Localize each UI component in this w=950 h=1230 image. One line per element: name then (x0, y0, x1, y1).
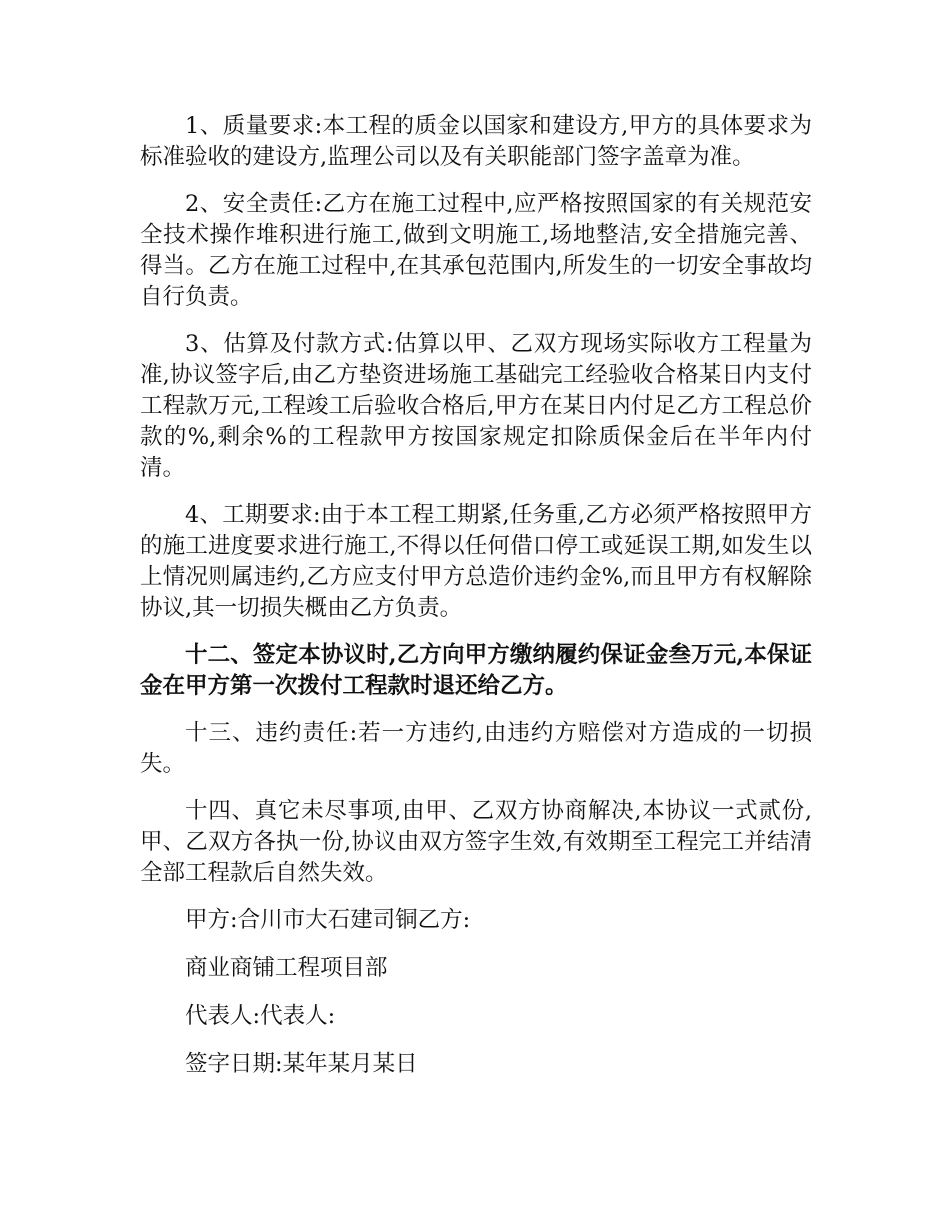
signature-department: 商业商铺工程项目部 (185, 955, 388, 981)
signature-date: 签字日期:某年某月某日 (185, 1051, 418, 1077)
clause-other-matters: 十四、真它未尽事项,由甲、乙双方协商解决,本协议一式贰份,甲、乙双方各执一份,协议由双方签字生效,有效期至工程完工并结清全部工程款后自然失效。 (140, 798, 812, 886)
signature-representative: 代表人:代表人: (185, 1003, 336, 1029)
document-page (140, 111, 812, 1097)
clause-breach-liability: 十三、违约责任:若一方违约,由违约方赔偿对方造成的一切损失。 (140, 720, 812, 777)
clause-schedule-requirement: 4、工期要求:由于本工程工期紧,任务重,乙方必须严格按照甲方的施工进度要求进行施工,不得以任何借口停工或延误工期,如发生以上情况则属违约,乙方应支付甲方总造价违约金%,而且甲方有权解除协议,其一切损失概由乙方负责。 (140, 502, 812, 621)
clause-safety-responsibility: 2、安全责任:乙方在施工过程中,应严格按照国家的有关规范安全技术操作堆积进行施工,做到文明施工,场地整洁,安全措施完善、得当。乙方在施工过程中,在其承包范围内,所发生的一切安全事故均自行负责。 (140, 191, 812, 310)
clause-estimate-payment: 3、估算及付款方式:估算以甲、乙双方现场实际收方工程量为准,协议签字后,由乙方垫资进场施工基础完工经验收合格某日内支付工程款万元,工程竣工后验收合格后,甲方在某日内付足乙方工程总价款的%,剩余%的工程款甲方按国家规定扣除质保金后在半年内付清。 (140, 331, 812, 481)
signature-parties: 甲方:合川市大石建司铜乙方: (185, 907, 471, 933)
clause-performance-bond: 十二、签定本协议时,乙方向甲方缴纳履约保证金叁万元,本保证金在甲方第一次拨付工程款时退还给乙方。 (140, 642, 812, 699)
clause-quality-requirement: 1、质量要求:本工程的质金以国家和建设方,甲方的具体要求为标准验收的建设方,监理公司以及有关职能部门签字盖章为准。 (140, 113, 812, 170)
